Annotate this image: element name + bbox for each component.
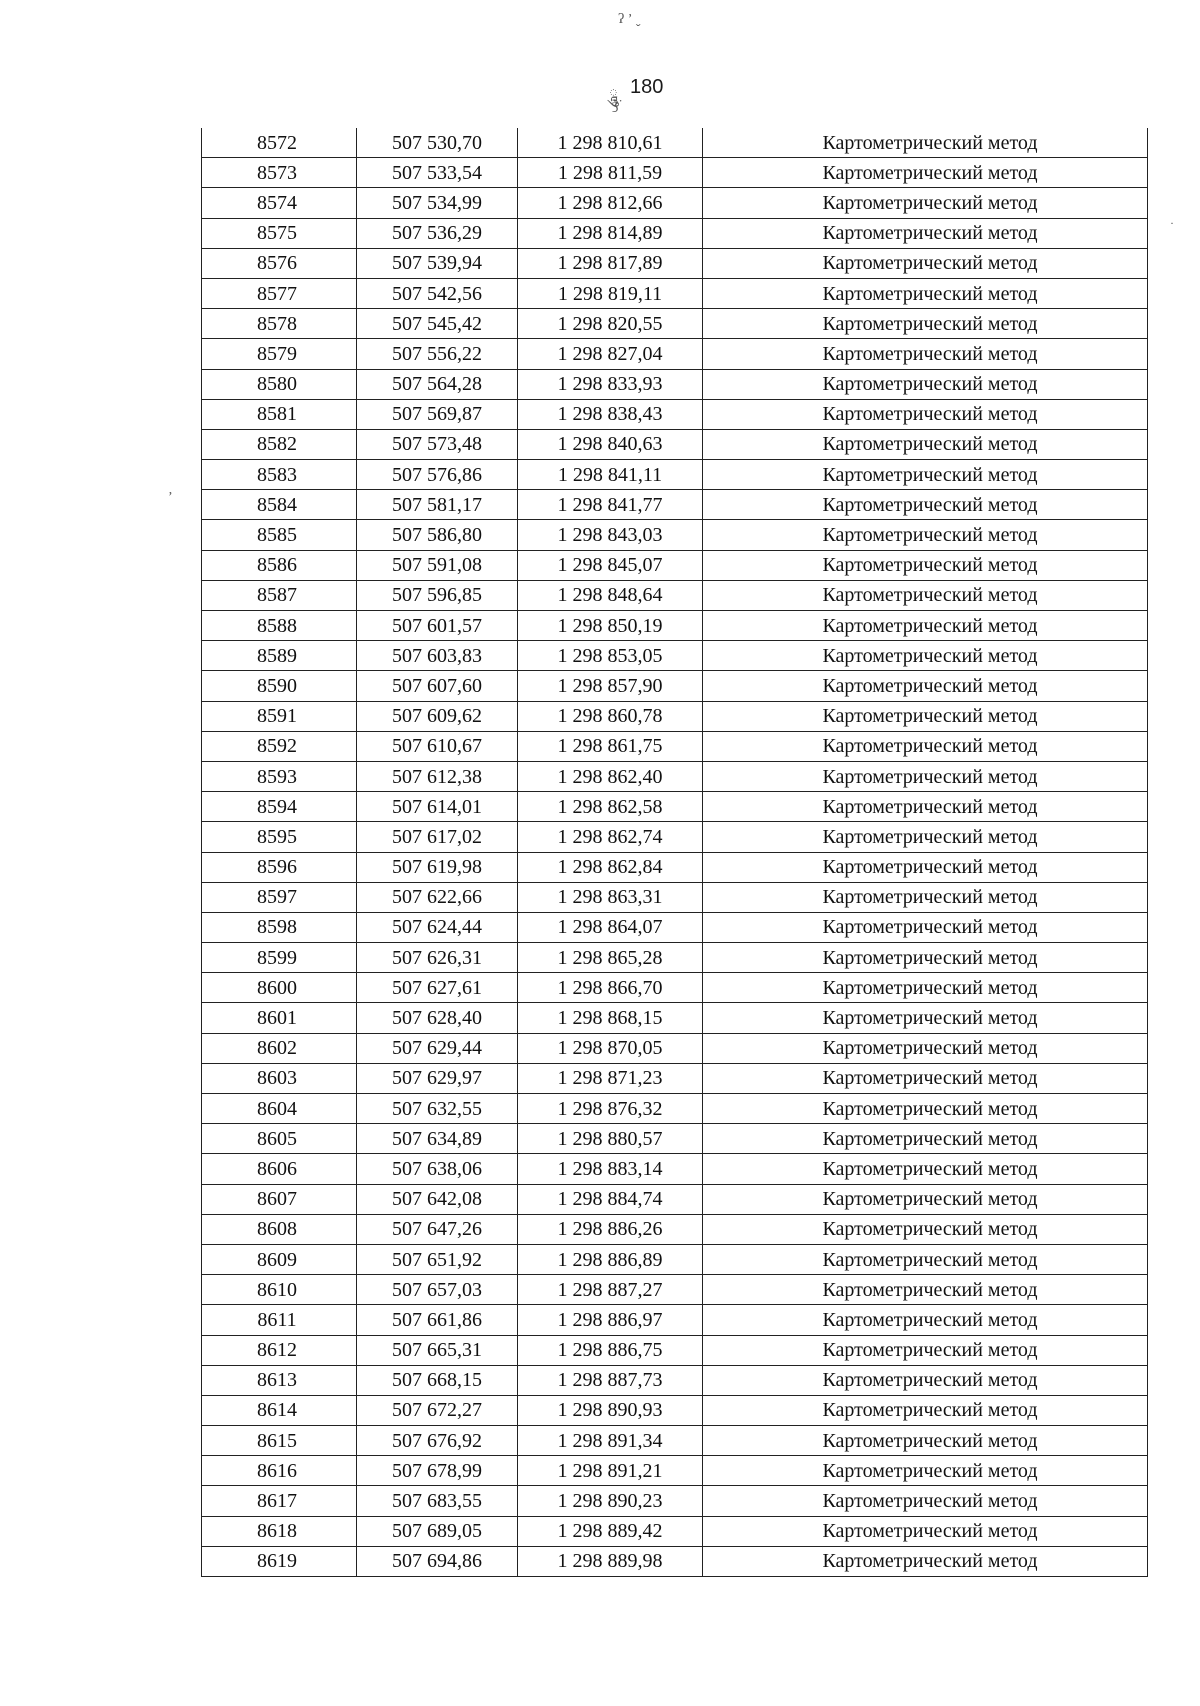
method-cell: Картометрический метод (703, 580, 1148, 610)
point-number-cell: 8615 (202, 1426, 357, 1456)
y-coordinate-cell: 1 298 865,28 (518, 943, 703, 973)
x-coordinate-cell: 507 619,98 (357, 852, 518, 882)
x-coordinate-cell: 507 573,48 (357, 429, 518, 459)
x-coordinate-cell: 507 668,15 (357, 1365, 518, 1395)
table-row (202, 852, 1148, 882)
x-coordinate-cell: 507 530,70 (357, 128, 518, 158)
y-coordinate-cell: 1 298 848,64 (518, 580, 703, 610)
point-number-cell: 8581 (202, 399, 357, 429)
y-coordinate-cell: 1 298 887,73 (518, 1365, 703, 1395)
y-coordinate-cell: 1 298 853,05 (518, 641, 703, 671)
x-coordinate-cell: 507 676,92 (357, 1426, 518, 1456)
scan-mark-under-number: ǯ˙ (612, 98, 623, 113)
y-coordinate-cell: 1 298 862,40 (518, 761, 703, 791)
point-number-cell: 8601 (202, 1003, 357, 1033)
point-number-cell: 8590 (202, 671, 357, 701)
x-coordinate-cell: 507 678,99 (357, 1456, 518, 1486)
x-coordinate-cell: 507 642,08 (357, 1184, 518, 1214)
table-row (202, 943, 1148, 973)
table-row (202, 1486, 1148, 1516)
table-row (202, 580, 1148, 610)
method-cell: Картометрический метод (703, 1184, 1148, 1214)
point-number-cell: 8575 (202, 218, 357, 248)
y-coordinate-cell: 1 298 840,63 (518, 429, 703, 459)
method-cell: Картометрический метод (703, 792, 1148, 822)
x-coordinate-cell: 507 661,86 (357, 1305, 518, 1335)
point-number-cell: 8619 (202, 1546, 357, 1576)
y-coordinate-cell: 1 298 833,93 (518, 369, 703, 399)
table-row (202, 1033, 1148, 1063)
method-cell: Картометрический метод (703, 490, 1148, 520)
method-cell: Картометрический метод (703, 822, 1148, 852)
x-coordinate-cell: 507 536,29 (357, 218, 518, 248)
table-row (202, 1154, 1148, 1184)
point-number-cell: 8588 (202, 611, 357, 641)
table-row (202, 1365, 1148, 1395)
table-row (202, 248, 1148, 278)
table-row (202, 1546, 1148, 1576)
y-coordinate-cell: 1 298 891,21 (518, 1456, 703, 1486)
y-coordinate-cell: 1 298 880,57 (518, 1124, 703, 1154)
point-number-cell: 8599 (202, 943, 357, 973)
y-coordinate-cell: 1 298 817,89 (518, 248, 703, 278)
x-coordinate-cell: 507 672,27 (357, 1395, 518, 1425)
table-row (202, 309, 1148, 339)
x-coordinate-cell: 507 617,02 (357, 822, 518, 852)
method-cell: Картометрический метод (703, 1546, 1148, 1576)
y-coordinate-cell: 1 298 838,43 (518, 399, 703, 429)
point-number-cell: 8595 (202, 822, 357, 852)
table-row (202, 188, 1148, 218)
table-row (202, 1456, 1148, 1486)
method-cell: Картометрический метод (703, 309, 1148, 339)
point-number-cell: 8572 (202, 128, 357, 158)
point-number-cell: 8606 (202, 1154, 357, 1184)
point-number-cell: 8609 (202, 1244, 357, 1274)
x-coordinate-cell: 507 627,61 (357, 973, 518, 1003)
method-cell: Картометрический метод (703, 128, 1148, 158)
table-row (202, 158, 1148, 188)
y-coordinate-cell: 1 298 876,32 (518, 1094, 703, 1124)
table-row (202, 369, 1148, 399)
point-number-cell: 8584 (202, 490, 357, 520)
method-cell: Картометрический метод (703, 399, 1148, 429)
table-row (202, 1063, 1148, 1093)
table-row (202, 1516, 1148, 1546)
method-cell: Картометрический метод (703, 339, 1148, 369)
y-coordinate-cell: 1 298 890,93 (518, 1395, 703, 1425)
point-number-cell: 8578 (202, 309, 357, 339)
table-row (202, 973, 1148, 1003)
method-cell: Картометрический метод (703, 1426, 1148, 1456)
x-coordinate-cell: 507 689,05 (357, 1516, 518, 1546)
table-row (202, 128, 1148, 158)
point-number-cell: 8592 (202, 731, 357, 761)
method-cell: Картометрический метод (703, 1063, 1148, 1093)
y-coordinate-cell: 1 298 841,77 (518, 490, 703, 520)
point-number-cell: 8608 (202, 1214, 357, 1244)
x-coordinate-cell: 507 683,55 (357, 1486, 518, 1516)
table-row (202, 550, 1148, 580)
x-coordinate-cell: 507 612,38 (357, 761, 518, 791)
x-coordinate-cell: 507 628,40 (357, 1003, 518, 1033)
y-coordinate-cell: 1 298 886,26 (518, 1214, 703, 1244)
table-row (202, 520, 1148, 550)
method-cell: Картометрический метод (703, 1395, 1148, 1425)
point-number-cell: 8617 (202, 1486, 357, 1516)
point-number-cell: 8611 (202, 1305, 357, 1335)
y-coordinate-cell: 1 298 887,27 (518, 1275, 703, 1305)
x-coordinate-cell: 507 634,89 (357, 1124, 518, 1154)
y-coordinate-cell: 1 298 810,61 (518, 128, 703, 158)
point-number-cell: 8604 (202, 1094, 357, 1124)
table-row (202, 278, 1148, 308)
x-coordinate-cell: 507 694,86 (357, 1546, 518, 1576)
x-coordinate-cell: 507 610,67 (357, 731, 518, 761)
table-row (202, 1184, 1148, 1214)
table-row (202, 429, 1148, 459)
table-row (202, 1335, 1148, 1365)
method-cell: Картометрический метод (703, 550, 1148, 580)
method-cell: Картометрический метод (703, 943, 1148, 973)
scan-mark-right-margin: · (1170, 216, 1174, 230)
x-coordinate-cell: 507 665,31 (357, 1335, 518, 1365)
point-number-cell: 8594 (202, 792, 357, 822)
point-number-cell: 8600 (202, 973, 357, 1003)
method-cell: Картометрический метод (703, 701, 1148, 731)
x-coordinate-cell: 507 647,26 (357, 1214, 518, 1244)
scan-mark-left-of-number: ཱུ (609, 86, 618, 103)
y-coordinate-cell: 1 298 843,03 (518, 520, 703, 550)
y-coordinate-cell: 1 298 862,58 (518, 792, 703, 822)
x-coordinate-cell: 507 539,94 (357, 248, 518, 278)
table-row (202, 671, 1148, 701)
point-number-cell: 8587 (202, 580, 357, 610)
x-coordinate-cell: 507 564,28 (357, 369, 518, 399)
x-coordinate-cell: 507 534,99 (357, 188, 518, 218)
coordinates-table-body (202, 128, 1148, 1577)
table-row (202, 1124, 1148, 1154)
x-coordinate-cell: 507 591,08 (357, 550, 518, 580)
x-coordinate-cell: 507 624,44 (357, 912, 518, 942)
point-number-cell: 8597 (202, 882, 357, 912)
y-coordinate-cell: 1 298 811,59 (518, 158, 703, 188)
point-number-cell: 8612 (202, 1335, 357, 1365)
point-number-cell: 8582 (202, 429, 357, 459)
x-coordinate-cell: 507 657,03 (357, 1275, 518, 1305)
x-coordinate-cell: 507 607,60 (357, 671, 518, 701)
y-coordinate-cell: 1 298 891,34 (518, 1426, 703, 1456)
x-coordinate-cell: 507 622,66 (357, 882, 518, 912)
point-number-cell: 8576 (202, 248, 357, 278)
method-cell: Картометрический метод (703, 641, 1148, 671)
point-number-cell: 8579 (202, 339, 357, 369)
method-cell: Картометрический метод (703, 278, 1148, 308)
method-cell: Картометрический метод (703, 158, 1148, 188)
point-number-cell: 8607 (202, 1184, 357, 1214)
method-cell: Картометрический метод (703, 1033, 1148, 1063)
point-number-cell: 8616 (202, 1456, 357, 1486)
table-row (202, 1003, 1148, 1033)
method-cell: Картометрический метод (703, 188, 1148, 218)
scan-mark-top: ʔ ʼ ˬ (618, 12, 641, 27)
table-row (202, 822, 1148, 852)
y-coordinate-cell: 1 298 889,98 (518, 1546, 703, 1576)
y-coordinate-cell: 1 298 850,19 (518, 611, 703, 641)
x-coordinate-cell: 507 601,57 (357, 611, 518, 641)
y-coordinate-cell: 1 298 862,84 (518, 852, 703, 882)
method-cell: Картометрический метод (703, 761, 1148, 791)
point-number-cell: 8589 (202, 641, 357, 671)
y-coordinate-cell: 1 298 886,97 (518, 1305, 703, 1335)
point-number-cell: 8618 (202, 1516, 357, 1546)
method-cell: Картометрический метод (703, 429, 1148, 459)
table-row (202, 490, 1148, 520)
point-number-cell: 8596 (202, 852, 357, 882)
method-cell: Картометрический метод (703, 1003, 1148, 1033)
method-cell: Картометрический метод (703, 1305, 1148, 1335)
x-coordinate-cell: 507 603,83 (357, 641, 518, 671)
point-number-cell: 8583 (202, 460, 357, 490)
method-cell: Картометрический метод (703, 973, 1148, 1003)
point-number-cell: 8613 (202, 1365, 357, 1395)
point-number-cell: 8610 (202, 1275, 357, 1305)
table-row (202, 611, 1148, 641)
x-coordinate-cell: 507 545,42 (357, 309, 518, 339)
y-coordinate-cell: 1 298 862,74 (518, 822, 703, 852)
point-number-cell: 8591 (202, 701, 357, 731)
method-cell: Картометрический метод (703, 671, 1148, 701)
y-coordinate-cell: 1 298 886,75 (518, 1335, 703, 1365)
method-cell: Картометрический метод (703, 218, 1148, 248)
y-coordinate-cell: 1 298 861,75 (518, 731, 703, 761)
y-coordinate-cell: 1 298 819,11 (518, 278, 703, 308)
y-coordinate-cell: 1 298 820,55 (518, 309, 703, 339)
x-coordinate-cell: 507 596,85 (357, 580, 518, 610)
point-number-cell: 8585 (202, 520, 357, 550)
point-number-cell: 8580 (202, 369, 357, 399)
point-number-cell: 8574 (202, 188, 357, 218)
method-cell: Картометрический метод (703, 882, 1148, 912)
table-row (202, 460, 1148, 490)
method-cell: Картометрический метод (703, 1456, 1148, 1486)
table-row (202, 1094, 1148, 1124)
table-row (202, 1305, 1148, 1335)
method-cell: Картометрический метод (703, 1516, 1148, 1546)
page-number: 180 (630, 76, 664, 98)
table-row (202, 1426, 1148, 1456)
y-coordinate-cell: 1 298 871,23 (518, 1063, 703, 1093)
table-row (202, 882, 1148, 912)
method-cell: Картометрический метод (703, 520, 1148, 550)
x-coordinate-cell: 507 533,54 (357, 158, 518, 188)
x-coordinate-cell: 507 569,87 (357, 399, 518, 429)
y-coordinate-cell: 1 298 889,42 (518, 1516, 703, 1546)
point-number-cell: 8603 (202, 1063, 357, 1093)
table-row (202, 1244, 1148, 1274)
method-cell: Картометрический метод (703, 731, 1148, 761)
method-cell: Картометрический метод (703, 369, 1148, 399)
table-row (202, 792, 1148, 822)
method-cell: Картометрический метод (703, 852, 1148, 882)
point-number-cell: 8605 (202, 1124, 357, 1154)
method-cell: Картометрический метод (703, 1335, 1148, 1365)
method-cell: Картометрический метод (703, 460, 1148, 490)
point-number-cell: 8598 (202, 912, 357, 942)
y-coordinate-cell: 1 298 864,07 (518, 912, 703, 942)
y-coordinate-cell: 1 298 868,15 (518, 1003, 703, 1033)
y-coordinate-cell: 1 298 883,14 (518, 1154, 703, 1184)
y-coordinate-cell: 1 298 860,78 (518, 701, 703, 731)
table-row (202, 731, 1148, 761)
method-cell: Картометрический метод (703, 1275, 1148, 1305)
y-coordinate-cell: 1 298 890,23 (518, 1486, 703, 1516)
method-cell: Картометрический метод (703, 1214, 1148, 1244)
x-coordinate-cell: 507 556,22 (357, 339, 518, 369)
point-number-cell: 8573 (202, 158, 357, 188)
y-coordinate-cell: 1 298 845,07 (518, 550, 703, 580)
point-number-cell: 8593 (202, 761, 357, 791)
x-coordinate-cell: 507 576,86 (357, 460, 518, 490)
x-coordinate-cell: 507 632,55 (357, 1094, 518, 1124)
x-coordinate-cell: 507 586,80 (357, 520, 518, 550)
table-row (202, 1395, 1148, 1425)
point-number-cell: 8586 (202, 550, 357, 580)
method-cell: Картометрический метод (703, 1365, 1148, 1395)
table-row (202, 399, 1148, 429)
x-coordinate-cell: 507 581,17 (357, 490, 518, 520)
y-coordinate-cell: 1 298 866,70 (518, 973, 703, 1003)
method-cell: Картометрический метод (703, 1124, 1148, 1154)
point-number-cell: 8577 (202, 278, 357, 308)
coordinates-table (201, 128, 1148, 1577)
y-coordinate-cell: 1 298 870,05 (518, 1033, 703, 1063)
x-coordinate-cell: 507 614,01 (357, 792, 518, 822)
x-coordinate-cell: 507 638,06 (357, 1154, 518, 1184)
method-cell: Картометрический метод (703, 1244, 1148, 1274)
method-cell: Картометрический метод (703, 1486, 1148, 1516)
y-coordinate-cell: 1 298 814,89 (518, 218, 703, 248)
y-coordinate-cell: 1 298 886,89 (518, 1244, 703, 1274)
y-coordinate-cell: 1 298 812,66 (518, 188, 703, 218)
table-row (202, 218, 1148, 248)
method-cell: Картометрический метод (703, 912, 1148, 942)
y-coordinate-cell: 1 298 863,31 (518, 882, 703, 912)
table-row (202, 761, 1148, 791)
table-row (202, 1275, 1148, 1305)
x-coordinate-cell: 507 629,44 (357, 1033, 518, 1063)
y-coordinate-cell: 1 298 841,11 (518, 460, 703, 490)
x-coordinate-cell: 507 542,56 (357, 278, 518, 308)
point-number-cell: 8614 (202, 1395, 357, 1425)
y-coordinate-cell: 1 298 884,74 (518, 1184, 703, 1214)
table-row (202, 339, 1148, 369)
table-row (202, 641, 1148, 671)
x-coordinate-cell: 507 626,31 (357, 943, 518, 973)
point-number-cell: 8602 (202, 1033, 357, 1063)
table-row (202, 912, 1148, 942)
x-coordinate-cell: 507 629,97 (357, 1063, 518, 1093)
method-cell: Картометрический метод (703, 248, 1148, 278)
y-coordinate-cell: 1 298 857,90 (518, 671, 703, 701)
method-cell: Картометрический метод (703, 611, 1148, 641)
x-coordinate-cell: 507 651,92 (357, 1244, 518, 1274)
x-coordinate-cell: 507 609,62 (357, 701, 518, 731)
y-coordinate-cell: 1 298 827,04 (518, 339, 703, 369)
method-cell: Картометрический метод (703, 1094, 1148, 1124)
method-cell: Картометрический метод (703, 1154, 1148, 1184)
table-row (202, 1214, 1148, 1244)
scan-mark-left-margin: ʼ (168, 490, 173, 505)
table-row (202, 701, 1148, 731)
